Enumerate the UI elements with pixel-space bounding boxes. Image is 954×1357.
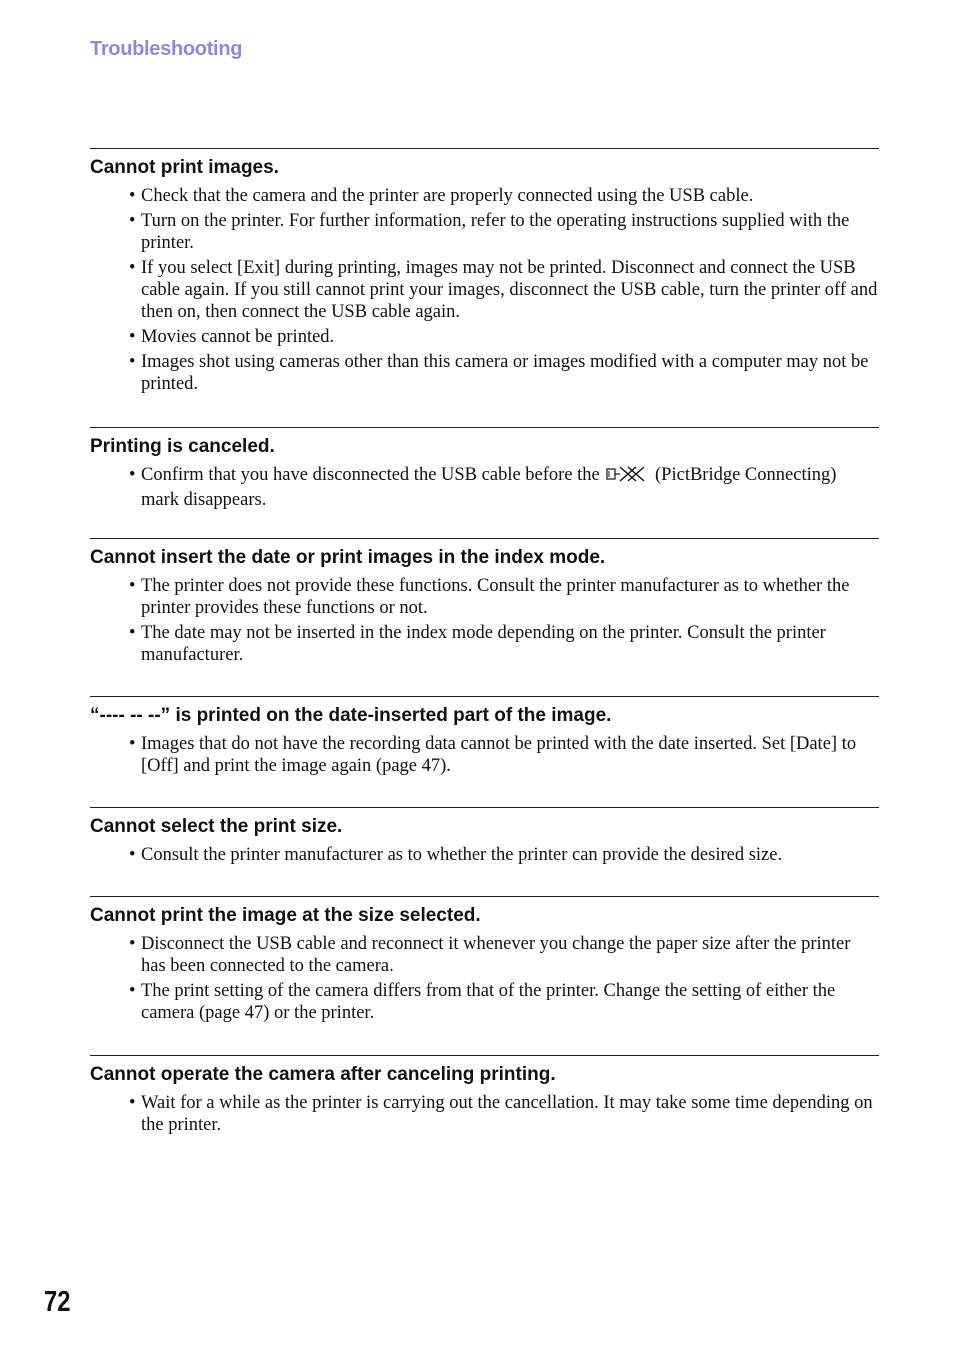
list-item: [129, 464, 879, 511]
list-item: • Images shot using cameras other than this camera or images modified with a computer may not be printed.: [129, 351, 879, 395]
section-title: Printing is canceled.: [90, 436, 275, 457]
section-cannot-insert-date: [90, 538, 879, 696]
list-item: • Images that do not have the recording data cannot be printed with the date inserted. Set [Date] to [Off] and print the image again (page 47).: [129, 733, 879, 777]
list-item: • Disconnect the USB cable and reconnect it whenever you change the paper size after the printer has been connected to the camera.: [129, 933, 879, 977]
list-item: • Check that the camera and the printer are properly connected using the USB cable.: [129, 185, 879, 207]
list-item: • The print setting of the camera differs from that of the printer. Change the setting of either the camera (page 47) or the printer.: [129, 980, 879, 1024]
item-list: [90, 575, 879, 666]
item-list: [90, 1092, 879, 1136]
running-header: Troubleshooting: [90, 38, 243, 60]
pictbridge-connecting-icon: [606, 465, 648, 489]
item-list: [90, 844, 879, 866]
list-item: • If you select [Exit] during printing, images may not be printed. Disconnect and connect the USB cable again. If you still cannot print your images, disconnect the USB cable, turn the printer off and then on, then connect the USB cable again.: [129, 257, 879, 323]
item-list: [90, 933, 879, 1024]
list-item: • The printer does not provide these functions. Consult the printer manufacturer as to whether the printer provides these functions or not.: [129, 575, 879, 619]
list-item: • Consult the printer manufacturer as to whether the printer can provide the desired size.: [129, 844, 879, 866]
list-item: • Wait for a while as the printer is carrying out the cancellation. It may take some time depending on the printer.: [129, 1092, 879, 1136]
list-item: • Turn on the printer. For further information, refer to the operating instructions supplied with the printer.: [129, 210, 879, 254]
section-cannot-operate-camera: [90, 1055, 879, 1162]
section-date-dashes-printed: [90, 696, 879, 807]
section-title: Cannot print images.: [90, 157, 279, 178]
section-printing-canceled: [90, 427, 879, 538]
section-cannot-print-images: [90, 148, 879, 427]
section-title: Cannot print the image at the size selected.: [90, 905, 481, 926]
section-title: Cannot operate the camera after canceling printing.: [90, 1064, 556, 1085]
section-title: Cannot select the print size.: [90, 816, 343, 837]
section-cannot-print-at-size: [90, 896, 879, 1055]
section-title: Cannot insert the date or print images in the index mode.: [90, 547, 606, 568]
troubleshooting-content: [90, 148, 879, 1162]
item-text-before: Confirm that you have disconnected the USB cable before the: [141, 465, 600, 485]
page-number: 72: [44, 1286, 71, 1318]
item-text-after: (PictBridge Connecting) mark disappears.: [141, 465, 837, 510]
section-title: “---- -- --” is printed on the date-inserted part of the image.: [90, 705, 612, 726]
item-list: [90, 733, 879, 777]
section-cannot-select-print-size: [90, 807, 879, 896]
item-list: [90, 185, 879, 395]
list-item: • Movies cannot be printed.: [129, 326, 879, 348]
list-item: • The date may not be inserted in the index mode depending on the printer. Consult the printer manufacturer.: [129, 622, 879, 666]
item-list: [90, 464, 879, 511]
